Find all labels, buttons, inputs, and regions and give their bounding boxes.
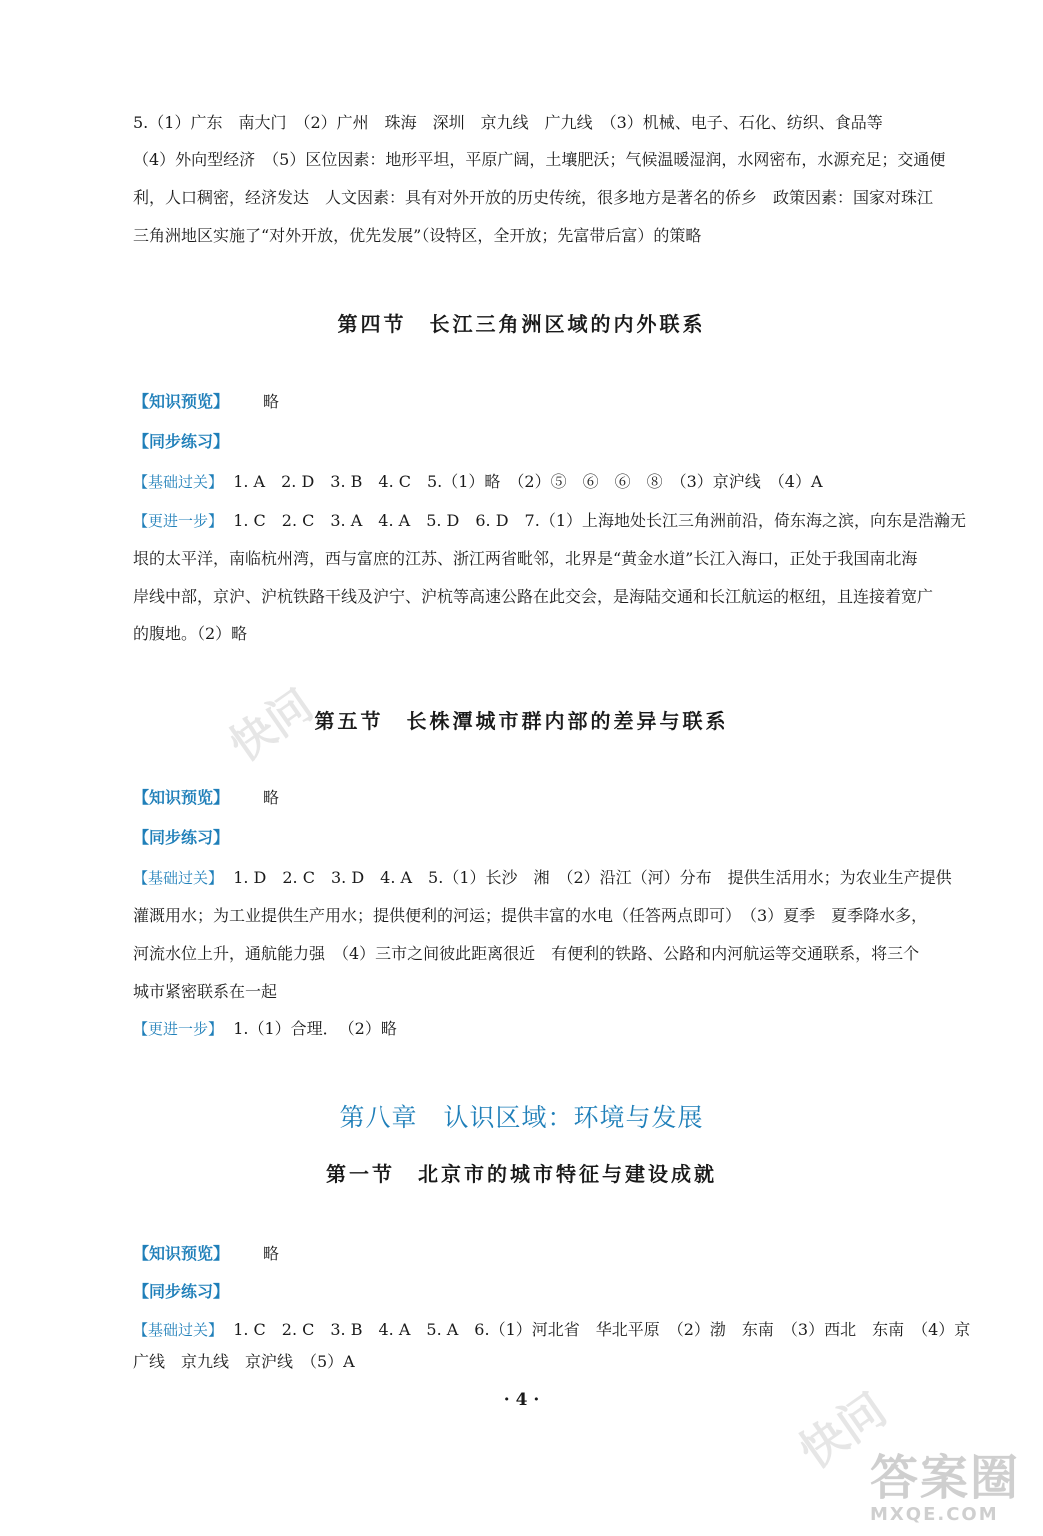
sync-practice-tag: 【同步练习】 bbox=[133, 1282, 230, 1301]
answer-line: 的腹地。（2）略 bbox=[133, 624, 248, 643]
chapter-title: 第八章 认识区域：环境与发展 bbox=[339, 1103, 704, 1132]
logo-text: 答案圈 bbox=[870, 1450, 1021, 1506]
watermark: 快问 bbox=[220, 679, 323, 772]
preview-text: 略 bbox=[263, 1244, 280, 1263]
practice-row bbox=[133, 1282, 993, 1302]
answer-line: 5.（1）广东 南大门 （2）广州 珠海 深圳 京九线 广九线 （3）机械、电子、石化、纺织、食品等 bbox=[133, 113, 883, 132]
section-title: 第一节 北京市的城市特征与建设成就 bbox=[326, 1162, 717, 1186]
answer-line: 垠的太平洋，南临杭州湾，西与富庶的江苏、浙江两省毗邻，北界是“黄金水道”长江入海口，正处于我国南北海 bbox=[133, 549, 918, 568]
preview-text: 略 bbox=[263, 392, 280, 411]
practice-row bbox=[133, 828, 993, 848]
preview-text: 略 bbox=[263, 788, 280, 807]
preview-row bbox=[133, 1244, 993, 1264]
advanced-tag: 【更进一步】 bbox=[133, 512, 224, 530]
preview-row bbox=[133, 788, 993, 808]
practice-row bbox=[133, 432, 993, 452]
advanced-row bbox=[133, 511, 993, 531]
basic-tag: 【基础过关】 bbox=[133, 473, 224, 491]
section-title: 第五节 长株潭城市群内部的差异与联系 bbox=[314, 709, 729, 733]
advanced-answers: 1. C 2. C 3. A 4. A 5. D 6. D 7.（1）上海地处长江三角洲前沿，倚东海之滨，向东是浩瀚无 bbox=[233, 511, 966, 530]
basic-row bbox=[133, 1320, 993, 1340]
answer-line: 利，人口稠密，经济发达 人文因素：具有对外开放的历史传统，很多地方是著名的侨乡 政策因素：国家对珠江 bbox=[133, 188, 934, 207]
answer-line: 河流水位上升，通航能力强 （4）三市之间彼此距离很近 有便利的铁路、公路和内河航运等交通联系，将三个 bbox=[133, 944, 920, 963]
knowledge-preview-tag: 【知识预览】 bbox=[133, 788, 230, 807]
basic-row bbox=[133, 868, 993, 888]
answer-line: 三角洲地区实施了“对外开放，优先发展”（设特区，全开放；先富带后富）的策略 bbox=[133, 226, 702, 245]
answer-line: 灌溉用水；为工业提供生产用水；提供便利的河运；提供丰富的水电（任答两点即可） （3）夏季 夏季降水多， bbox=[133, 906, 928, 925]
advanced-answers: 1.（1）合理． （2）略 bbox=[233, 1019, 397, 1038]
site-logo bbox=[870, 1452, 1030, 1532]
sync-practice-tag: 【同步练习】 bbox=[133, 828, 230, 847]
logo-url: MXQE.COM bbox=[870, 1504, 999, 1525]
answer-line: 岸线中部，京沪、沪杭铁路干线及沪宁、沪杭等高速公路在此交会，是海陆交通和长江航运的枢纽，且连接着宽广 bbox=[133, 587, 934, 606]
page-number: · 4 · bbox=[503, 1390, 540, 1410]
knowledge-preview-tag: 【知识预览】 bbox=[133, 392, 230, 411]
basic-answers: 1. C 2. C 3. B 4. A 5. A 6.（1）河北省 华北平原 （2）渤 东南 （3）西北 东南 （4）京 bbox=[233, 1320, 971, 1339]
basic-row bbox=[133, 472, 993, 492]
basic-answers: 1. A 2. D 3. B 4. C 5.（1）略 （2）⑤ ⑥ ⑥ ⑧ （3）京沪线 （4）A bbox=[233, 472, 823, 491]
watermark: 快问 bbox=[789, 1381, 896, 1479]
basic-answers: 1. D 2. C 3. D 4. A 5.（1）长沙 湘 （2）沿江（河）分布 提供生活用水；为农业生产提供 bbox=[233, 868, 952, 887]
advanced-row bbox=[133, 1019, 993, 1039]
sync-practice-tag: 【同步练习】 bbox=[133, 432, 230, 451]
basic-tag: 【基础过关】 bbox=[133, 869, 224, 887]
answer-line: 广线 京九线 京沪线 （5）A bbox=[133, 1352, 355, 1371]
section-title: 第四节 长江三角洲区域的内外联系 bbox=[337, 312, 706, 336]
preview-row bbox=[133, 392, 993, 412]
answer-line: 城市紧密联系在一起 bbox=[133, 982, 278, 1001]
advanced-tag: 【更进一步】 bbox=[133, 1020, 224, 1038]
answer-line: （4）外向型经济 （5）区位因素：地形平坦，平原广阔，土壤肥沃；气候温暖湿润，水网密布，水源充足；交通便 bbox=[133, 150, 946, 169]
basic-tag: 【基础过关】 bbox=[133, 1321, 224, 1339]
knowledge-preview-tag: 【知识预览】 bbox=[133, 1244, 230, 1263]
